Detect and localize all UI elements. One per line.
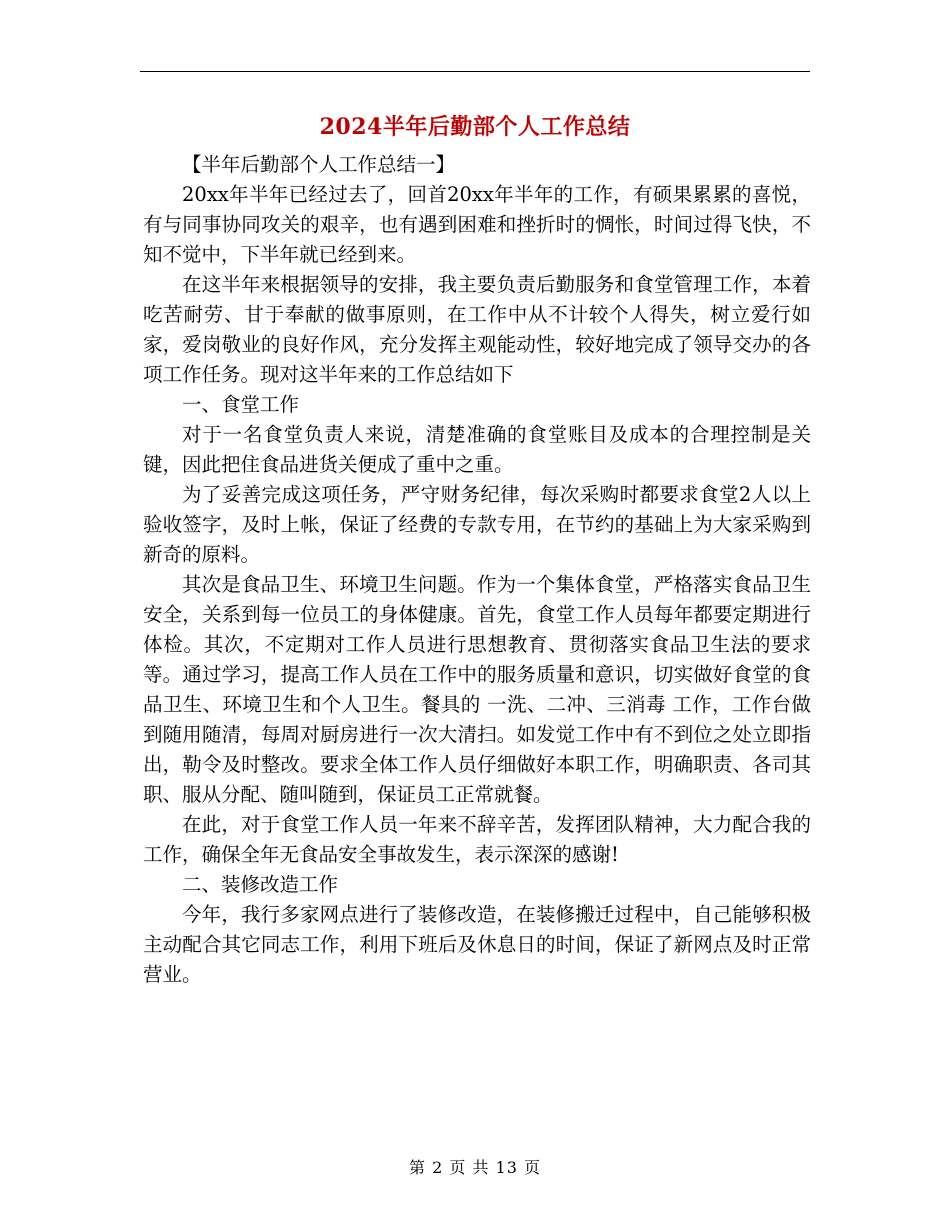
document-title: 2024半年后勤部个人工作总结 bbox=[319, 114, 631, 140]
paragraph: 为了妥善完成这项任务，严守财务纪律，每次采购时都要求食堂2人以上验收签字，及时上帐，保证了经费的专款专用，在节约的基础上为大家采购到新奇的原料。 bbox=[143, 483, 811, 566]
paragraph: 对于一名食堂负责人来说，清楚准确的食堂账目及成本的合理控制是关键，因此把住食品进货关便成了重中之重。 bbox=[143, 423, 811, 476]
paragraph: 今年，我行多家网点进行了装修改造，在装修搬迁过程中，自己能够积极主动配合其它同志工作，利用下班后及休息日的时间，保证了新网点及时正常营业。 bbox=[143, 903, 811, 986]
section-heading: 二、装修改造工作 bbox=[182, 873, 339, 896]
paragraph: 其次是食品卫生、环境卫生问题。作为一个集体食堂，严格落实食品卫生安全，关系到每一位员工的身体健康。首先，食堂工作人员每年都要定期进行体检。其次，不定期对工作人员进行思想教育、贯彻落实食品卫生法的要求等。通过学习，提高工作人员在工作中的服务质量和意识，切实做好食堂的食品卫生、环境卫生和个人卫生。餐具的 一洗、二冲、三消毒 工作，工作台做到随用随清，每周对厨房进行一次大清扫。如发觉工作中有不到位之处立即指出，勒令及时整改。要求全体工作人员仔细做好本职工作，明确职责、各司其职、服从分配、随叫随到，保证员工正常就餐。 bbox=[143, 573, 811, 806]
header-rule bbox=[140, 71, 810, 72]
paragraph: 在这半年来根据领导的安排，我主要负责后勤服务和食堂管理工作，本着吃苦耐劳、甘于奉献的做事原则，在工作中从不计较个人得失，树立爱行如家，爱岗敬业的良好作风，充分发挥主观能动性，较好地完成了领导交办的各项工作任务。现对这半年来的工作总结如下 bbox=[143, 273, 811, 386]
paragraph: 在此，对于食堂工作人员一年来不辞辛苦，发挥团队精神，大力配合我的工作，确保全年无食品安全事故发生，表示深深的感谢! bbox=[143, 813, 811, 866]
section-heading: 一、食堂工作 bbox=[182, 393, 300, 416]
document-body bbox=[143, 150, 811, 990]
page-number: 第 2 页 共 13 页 bbox=[409, 1158, 541, 1177]
section-heading: 【半年后勤部个人工作总结一】 bbox=[182, 153, 456, 176]
paragraph: 20xx年半年已经过去了，回首20xx年半年的工作，有硕果累累的喜悦，有与同事协同攻关的艰辛，也有遇到困难和挫折时的惆怅，时间过得飞快，不知不觉中，下半年就已经到来。 bbox=[143, 183, 811, 266]
